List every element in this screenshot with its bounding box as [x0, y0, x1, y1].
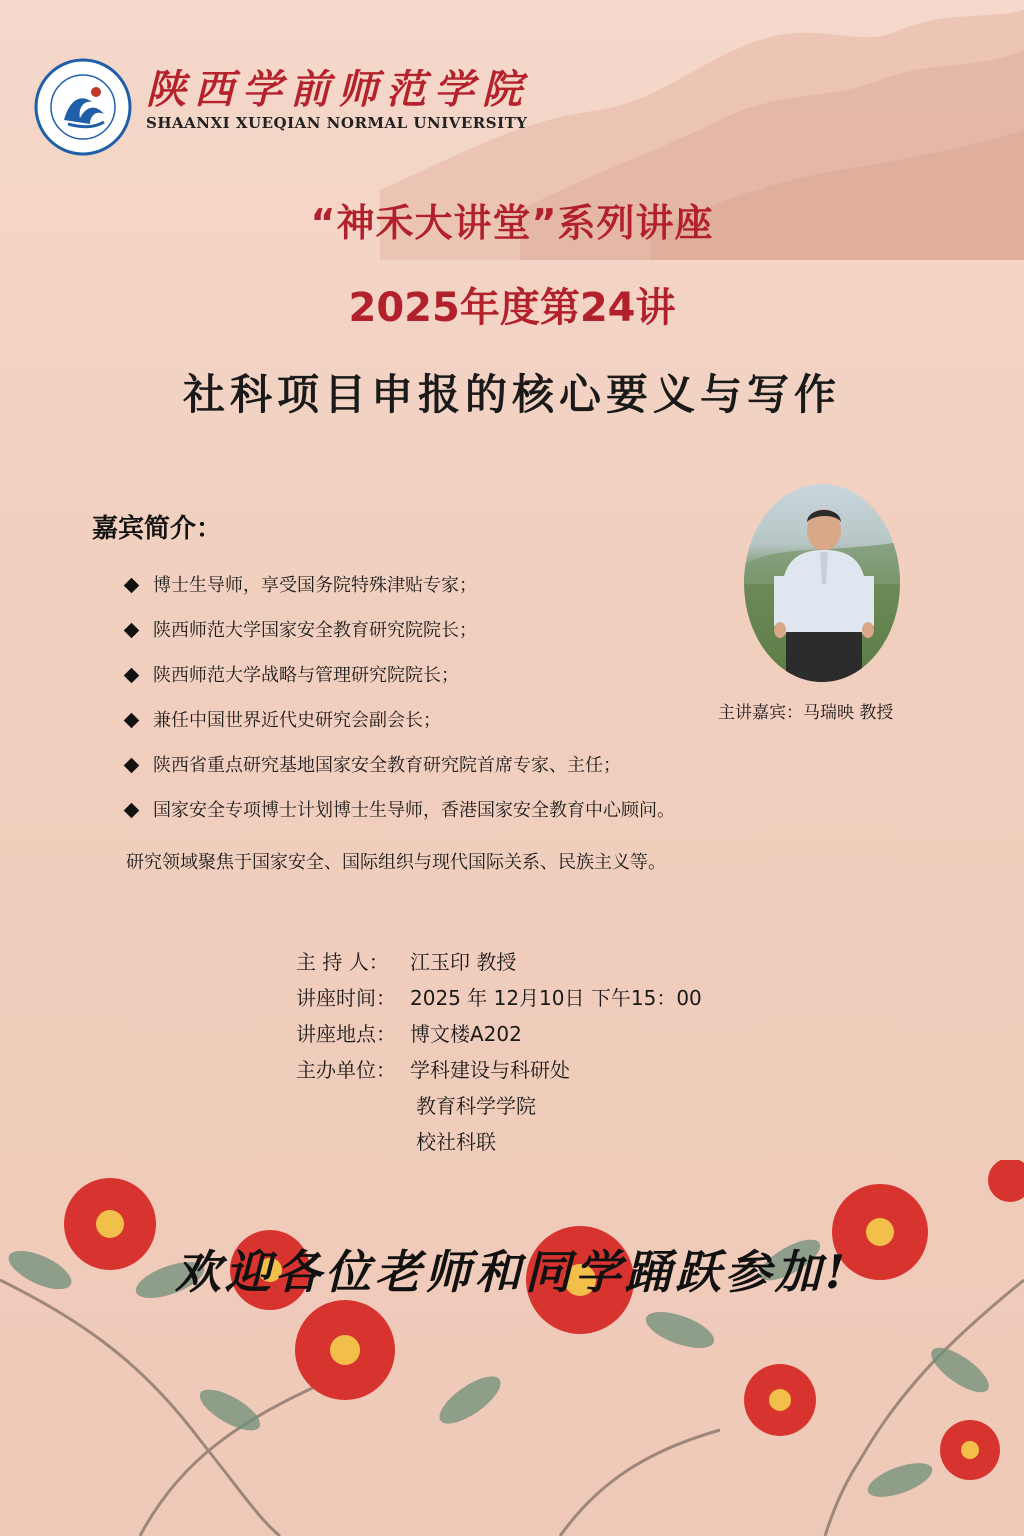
- bio-item: 博士生导师，享受国务院特殊津贴专家；: [122, 570, 675, 615]
- lecture-title: 社科项目申报的核心要义与写作: [182, 370, 841, 419]
- diamond-bullet-icon: [124, 622, 140, 638]
- university-name-cn: 陕西学前师范学院: [146, 66, 530, 113]
- diamond-bullet-icon: [124, 802, 140, 818]
- university-seal-logo: [34, 58, 132, 156]
- series-title: “神禾大讲堂”系列讲座: [310, 201, 714, 245]
- speaker-photo: [744, 484, 900, 682]
- diamond-bullet-icon: [124, 667, 140, 683]
- bio-item: 陕西师范大学国家安全教育研究院院长；: [122, 615, 675, 660]
- organizer-row: 教育科学学院: [416, 1094, 536, 1118]
- camellia-flowers-decoration: [0, 1160, 1024, 1536]
- diamond-bullet-icon: [124, 712, 140, 728]
- event-info: [296, 946, 702, 1162]
- bio-item: 国家安全专项博士计划博士生导师，香港国家安全教育中心顾问。: [122, 795, 675, 840]
- time-row: 讲座时间： 2025 年 12月10日 下午15：00: [296, 986, 702, 1010]
- university-name-en: SHAANXI XUEQIAN NORMAL UNIVERSITY: [146, 114, 528, 132]
- bio-item: 兼任中国世界近代史研究会副会长；: [122, 705, 675, 750]
- bio-item: 陕西省重点研究基地国家安全教育研究院首席专家、主任；: [122, 750, 675, 795]
- host-row: 主 持 人： 江玉印 教授: [296, 950, 517, 974]
- welcome-message: 欢迎各位老师和同学踊跃参加!: [174, 1245, 850, 1299]
- diamond-bullet-icon: [124, 757, 140, 773]
- guest-intro-heading: 嘉宾简介：: [92, 514, 223, 544]
- lecture-number: 2025年度第24讲: [348, 285, 676, 331]
- research-areas: 研究领域聚焦于国家安全、国际组织与现代国际关系、民族主义等。: [126, 852, 666, 873]
- speaker-caption: 主讲嘉宾：马瑞映 教授: [718, 703, 894, 723]
- venue-row: 讲座地点： 博文楼A202: [296, 1022, 522, 1046]
- organizer-row: 校社科联: [416, 1130, 496, 1154]
- organizer-row: 主办单位： 学科建设与科研处: [296, 1058, 570, 1082]
- bio-item: 陕西师范大学战略与管理研究院院长；: [122, 660, 675, 705]
- speaker-portrait-icon: [744, 484, 900, 682]
- diamond-bullet-icon: [124, 577, 140, 593]
- guest-bio-list: [122, 570, 675, 840]
